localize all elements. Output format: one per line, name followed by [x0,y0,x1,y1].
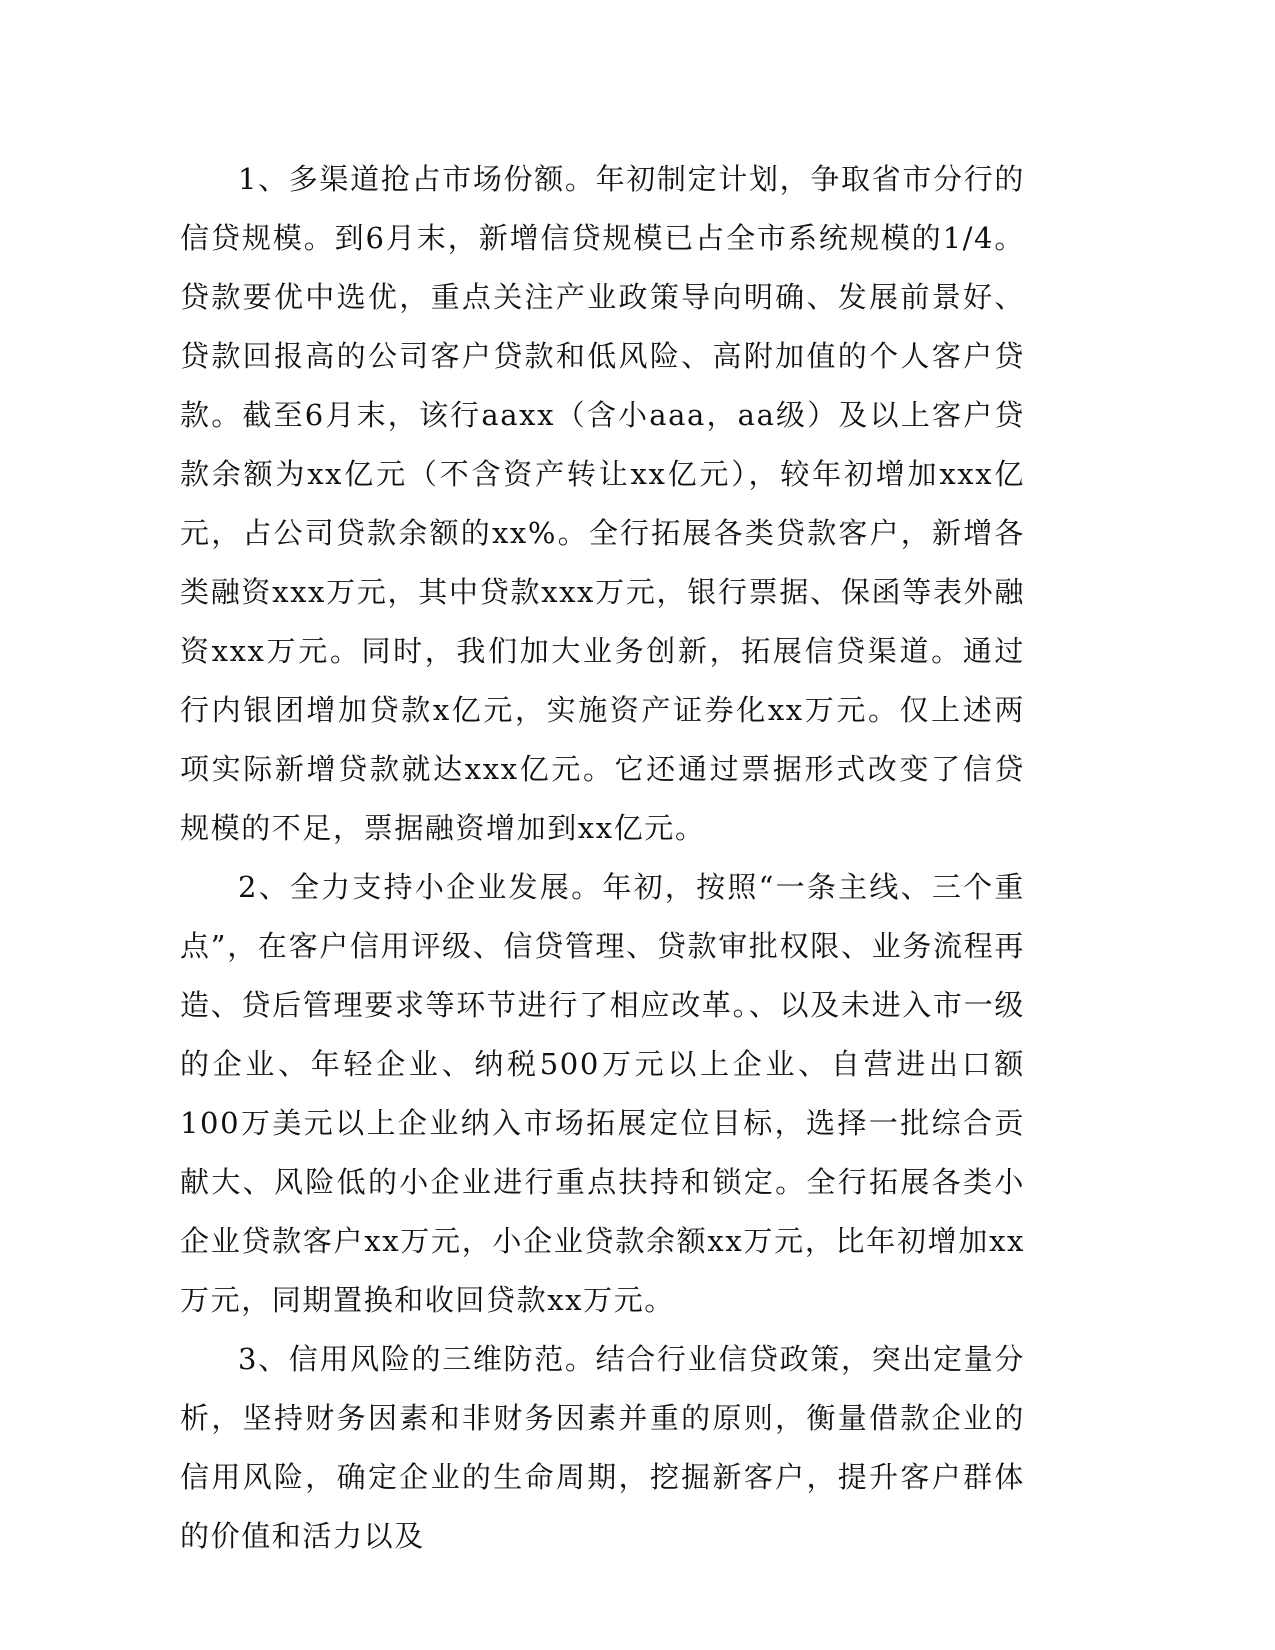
document-body [180,150,1025,1566]
paragraph-small-business: 2、全力支持小企业发展。年初，按照“一条主线、三个重点”，在客户信用评级、信贷管理、贷款审批权限、业务流程再造、贷后管理要求等环节进行了相应改革。、以及未进入市一级的企业、年轻企业、纳税500万元以上企业、自营进出口额100万美元以上企业纳入市场拓展定位目标，选择一批综合贡献大、风险低的小企业进行重点扶持和锁定。全行拓展各类小企业贷款客户xx万元，小企业贷款余额xx万元，比年初增加xx万元，同期置换和收回贷款xx万元。 [180,870,1025,1317]
paragraph-credit-risk: 3、信用风险的三维防范。结合行业信贷政策，突出定量分析，坚持财务因素和非财务因素并重的原则，衡量借款企业的信用风险，确定企业的生命周期，挖掘新客户，提升客户群体的价值和活力以及 [180,1342,1025,1553]
paragraph-market-share: 1、多渠道抢占市场份额。年初制定计划，争取省市分行的信贷规模。到6月末，新增信贷规模已占全市系统规模的1/4。贷款要优中选优，重点关注产业政策导向明确、发展前景好、贷款回报高的公司客户贷款和低风险、高附加值的个人客户贷款。截至6月末，该行aaxx（含小aaa，aa级）及以上客户贷款余额为xx亿元（不含资产转让xx亿元），较年初增加xxx亿元，占公司贷款余额的xx%。全行拓展各类贷款客户，新增各类融资xxx万元，其中贷款xxx万元，银行票据、保函等表外融资xxx万元。同时，我们加大业务创新，拓展信贷渠道。通过行内银团增加贷款x亿元，实施资产证券化xx万元。仅上述两项实际新增贷款就达xxx亿元。它还通过票据形式改变了信贷规模的不足，票据融资增加到xx亿元。 [180,162,1025,845]
